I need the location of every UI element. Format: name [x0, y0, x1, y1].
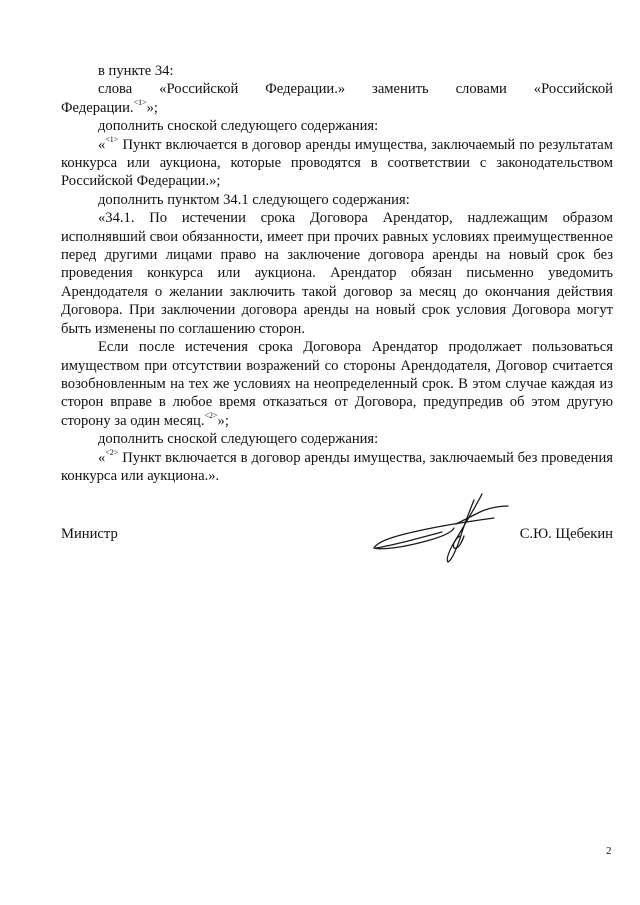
footnote-mark-2: <2>	[105, 447, 119, 457]
paragraph-text: дополнить сноской следующего содержания:	[98, 118, 379, 135]
footnote-ref-1: <1>	[133, 97, 147, 107]
footnote-ref-2: <2>	[204, 410, 218, 420]
paragraph-item-34-1-text	[61, 209, 613, 338]
page-number: 2	[606, 845, 612, 857]
document-body	[61, 62, 613, 485]
paragraph-text: Федерации.	[61, 99, 134, 116]
paragraph-add-footnote-2	[61, 430, 613, 448]
footnote-mark-1: <1>	[105, 134, 119, 144]
paragraph-text: Пункт включается в договор аренды имущества, заключаемый без проведения конкурса или аукциона.».	[61, 449, 613, 484]
paragraph-text: «34.1. По истечении срока Договора Арендатор, надлежащим образом исполнявший свои обязанности, имеет при прочих равных условиях преимущественное перед другими лицами право на заключение договора аренды на новый срок без проведения конкурса или аукциона. Арендатор обязан письменно уведомить Арендодателя о желании заключить такой договор за месяц до окончания действия Договора. При заключении договора аренды на новый срок условия Договора могут быть изменены по соглашению сторон.	[61, 210, 613, 337]
paragraph-text: дополнить пунктом 34.1 следующего содержания:	[98, 191, 410, 208]
paragraph-add-item-34-1	[61, 191, 613, 209]
paragraph-replace-words-line2	[61, 99, 613, 117]
paragraph-item-34	[61, 62, 613, 80]
paragraph-replace-words-line1	[61, 80, 613, 98]
paragraph-text: дополнить сноской следующего содержания:	[98, 431, 379, 448]
paragraph-add-footnote-1	[61, 117, 613, 135]
paragraph-text: Если после истечения срока Договора Арендатор продолжает пользоваться имуществом при отсутствии возражений со стороны Арендодателя, Договор считается возобновленным на тех же условиях на неопределенный срок. В этом случае каждая из сторон вправе в любое время отказаться от Договора, предупредив об этом другую сторону за один месяц.	[61, 339, 613, 429]
paragraph-text: »;	[217, 412, 229, 429]
signatory-title: Министр	[61, 526, 118, 542]
paragraph-text: Пункт включается в договор аренды имущества, заключаемый по результатам конкурса или аукциона, которые проводятся в соответствии с законодательством Российской Федерации.»;	[61, 136, 613, 190]
signature-block	[61, 526, 613, 546]
paragraph-text: «	[98, 136, 106, 153]
paragraph-text: слова «Российской Федерации.» заменить словами «Российской	[98, 81, 613, 98]
handwritten-signature	[372, 488, 512, 568]
paragraph-text: в пункте 34:	[98, 63, 174, 79]
paragraph-text: «	[98, 449, 106, 466]
paragraph-renewal-text	[61, 338, 613, 430]
paragraph-footnote-1-text	[61, 136, 613, 191]
signatory-name: С.Ю. Щебекин	[519, 526, 613, 542]
paragraph-text: »;	[146, 99, 158, 116]
paragraph-footnote-2-text	[61, 449, 613, 486]
